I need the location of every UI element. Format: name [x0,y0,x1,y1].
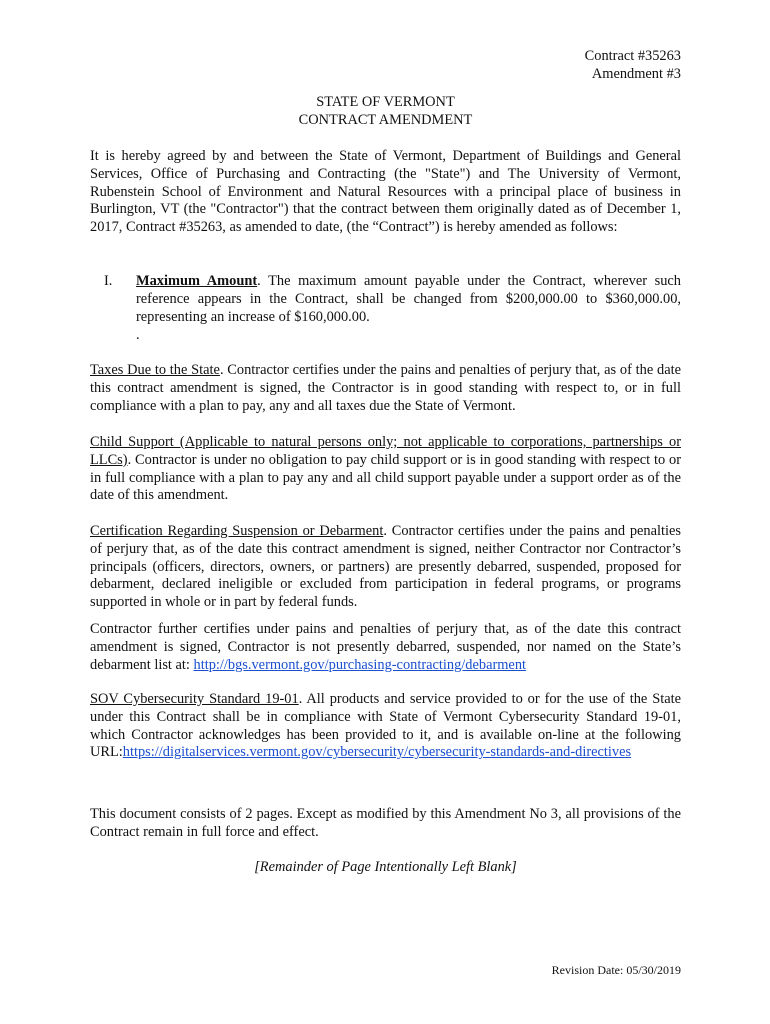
amendment-number: Amendment #3 [591,65,681,82]
title-line-1: STATE OF VERMONT [316,94,455,110]
cybersecurity-standards-link[interactable]: https://digitalservices.vermont.gov/cybersecurity/cybersecurity-standards-and-directives [122,744,632,761]
taxes-heading: Taxes Due to the State [90,362,220,378]
remainder-blank-note: [Remainder of Page Intentionally Left Blank] [254,859,517,875]
cybersecurity-text: . All products and service provided to or for the use of the State under this Contract shall be in compliance with State of Vermont Cybersecurity Standard 19-01, which Contractor acknowledges has been provided to it, and is available on-line at the following URL: [90,691,681,761]
maximum-amount-heading: Maximum Amount [136,273,258,289]
item-trailing-period: . [136,327,140,343]
closing-paragraph: This document consists of 2 pages. Except as modified by this Amendment No 3, all provisions of the Contract remain in full force and effect. [90,806,681,840]
child-support-text: . Contractor is under no obligation to pay child support or is in good standing with respect to or in full compliance with a plan to pay any and all child support payable under a support order as of the date of this amendment. [90,451,681,504]
cybersecurity-heading: SOV Cybersecurity Standard 19-01 [90,691,299,707]
cybersecurity-paragraph [90,691,681,762]
debarment-list-link[interactable]: http://bgs.vermont.gov/purchasing-contracting/debarment [193,656,527,673]
debarment-text: . Contractor certifies under the pains and penalties of perjury that, as of the date this contract amendment is signed, neither Contractor nor Contractor’s principals (officers, directors, owners, or partners) are presently debarred, suspended, proposed for debarment, declared ineligible or excluded from participation in federal programs, or programs supported in whole or in part by federal funds. [90,523,681,611]
debarment-paragraph [90,523,681,612]
item-numeral: I. [104,273,113,289]
maximum-amount-text: . The maximum amount payable under the Contract, wherever such reference appears in the Contract, shall be changed from $200,000.00 to $360,000.00, representing an increase of $160,000.00. [136,273,681,325]
taxes-paragraph [90,362,681,415]
title-line-2: CONTRACT AMENDMENT [298,111,473,128]
further-certification-paragraph [90,621,681,674]
contract-header [400,48,681,84]
child-support-paragraph [90,434,681,505]
intro-paragraph: It is hereby agreed by and between the State of Vermont, Department of Buildings and General Services, Office of Purchasing and Contracting (the "State") and The University of Vermont, Rubenstein School of Environment and Natural Resources with a principal place of business in Burlington, VT (the "Contractor") that the contract between them originally dated as of December 1, 2017, Contract #35263, as amended to date, (the “Contract”) is hereby amended as follows: [90,148,681,236]
further-certification-text: Contractor further certifies under pains and penalties of perjury that, as of the date this contract amendment is signed, Contractor is not presently debarred, suspended, nor named on the State’s debarment list at: [90,621,681,673]
contract-number: Contract #35263 [584,48,681,64]
taxes-text: . Contractor certifies under the pains and penalties of perjury that, as of the date this contract amendment is signed, the Contractor is in good standing with respect to, or in full compliance with a plan to pay, any and all taxes due the State of Vermont. [90,362,681,414]
debarment-heading: Certification Regarding Suspension or Debarment [90,523,384,539]
revision-date: Revision Date: 05/30/2019 [551,963,681,977]
maximum-amount-item [136,273,681,326]
child-support-heading: Child Support (Applicable to natural persons only; not applicable to corporations, partnerships or LLCs) [90,434,681,468]
document-title [90,94,681,130]
